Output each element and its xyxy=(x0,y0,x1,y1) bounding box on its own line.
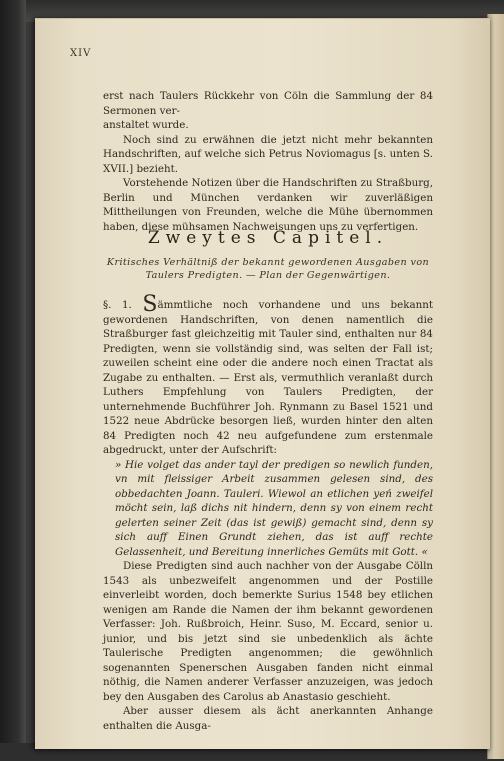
paragraph-after-quote: Diese Predigten sind auch nachher von der Ausgabe Cölln 1543 als unbezweifelt angenommen und der Postille einverleibt worden, doch bemerkte Surius 1548 bey etlichen wenigen am Rande die Namen der ihm bekannt gewordenen Verfasser: Joh. Rußbroich, Heinr. Suso, M. Eccard, senior u. junior, und bis jetzt sind sie unbedenklich als ächte Taulerische Predigten angenommen; die gewöhnlich sogenannten Spenerschen Ausgaben fanden nicht einmal nöthig, die Namen anderer Verfasser anzuzeigen, was jedoch bey den Ausgaben des Carolus ab Anastasio geschieht. xyxy=(103,560,433,703)
opening-text-block xyxy=(103,89,433,234)
chapter-title: Zweytes Capitel. xyxy=(147,228,389,248)
block-quote: » Hie volget das ander tayl der predigen so newlich funden, vn mit fleissiger Arbeit zusammen gelesen sind, des obbedachten Joann. Tauleri. Wiewol an etlichen yeń zweifel möcht sein, laß dichs nit hindern, denn sy von einem recht gelerten seiner Zeit (das ist gewiß) gemacht sind, denn sy sich auff Einen Grundt ziehen, das ist auff rechte Gelassenheit, und Bereitung innerliches Gemüts mit Gott. « xyxy=(115,458,433,558)
chapter-subtitle: Kritisches Verhältniß der bekannt gewordenen Ausgaben von Taulers Predigten. — Plan der Gegenwärtigen. xyxy=(106,257,430,281)
scan-background-left xyxy=(0,0,26,761)
section-mark: §. 1. xyxy=(103,299,132,311)
paragraph-notes: Vorstehende Notizen über die Handschriften zu Straßburg, Berlin und München verdanken wir zuverläßigen Mittheilungen von Freunden, welche die Mühe übernommen haben, diese mühsamen Nachweisungen uns zu verfertigen. xyxy=(103,177,433,233)
section-paragraph xyxy=(103,292,433,458)
text-line: anstaltet wurde. xyxy=(103,119,189,131)
page-number: XIV xyxy=(70,48,92,59)
drop-initial: S xyxy=(142,292,158,317)
text-line: erst nach Taulers Rückkehr von Cöln die Sammlung der 84 Sermonen ver- xyxy=(103,90,433,117)
section-text-block xyxy=(103,292,433,733)
paragraph-last-line: Aber ausser diesem als ächt anerkannten Anhange enthalten die Ausga- xyxy=(103,705,433,732)
paragraph-manuscripts: Noch sind zu erwähnen die jetzt nicht mehr bekannten Handschriften, auf welche sich Petrus Noviomagus [s. unten S. XVII.] bezieht. xyxy=(103,133,433,175)
section-body: ämmtliche noch vorhandene und uns bekannt gewordenen Handschriften, von denen namentlich die Straßburger fast gleichzeitig mit Tauler sind, enthalten nur 84 Predigten, wenn sie vollständig sind, was selten der Fall ist; zuweilen scheint eine oder die andere noch einen Tractat als Zugabe zu enthalten. — Erst als, vermuthlich veranlaßt durch Luthers Empfehlung von Taulers Predigten, der unternehmende Buchführer Joh. Rynmann zu Basel 1521 und 1522 neue Abdrücke besorgen ließ, wurden hinter den alten 84 Predigten noch 42 neu aufgefundene zum erstenmale abgedruckt, unter der Aufschrift: xyxy=(103,299,433,456)
